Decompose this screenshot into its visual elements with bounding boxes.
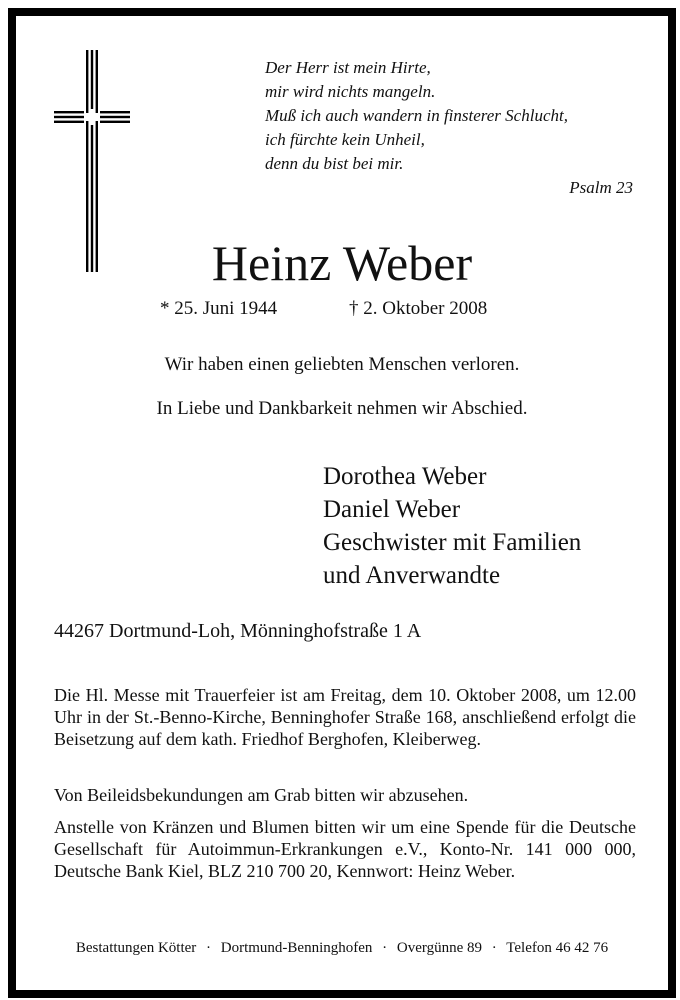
- psalm-verse: [265, 56, 568, 176]
- obituary-frame: [8, 8, 676, 998]
- psalm-line: mir wird nichts mangeln.: [265, 82, 436, 101]
- mourners-list: [323, 460, 581, 592]
- psalm-reference: Psalm 23: [569, 178, 633, 197]
- psalm-line: Der Herr ist mein Hirte,: [265, 58, 431, 77]
- family-address: 44267 Dortmund-Loh, Mönninghofstraße 1 A: [54, 620, 422, 642]
- psalm-line: denn du bist bei mir.: [265, 154, 404, 173]
- funeral-home-city: Dortmund-Benninghofen: [220, 940, 373, 956]
- deceased-name: Heinz Weber: [211, 235, 473, 291]
- funeral-home-street: Overgünne 89: [396, 940, 483, 956]
- psalm-line: ich fürchte kein Unheil,: [265, 130, 425, 149]
- statement-loss: Wir haben einen geliebten Menschen verloren.: [164, 354, 520, 375]
- statement-farewell: In Liebe und Dankbarkeit nehmen wir Abschied.: [156, 398, 528, 419]
- death-date: † 2. Oktober 2008: [349, 298, 488, 319]
- birth-date: * 25. Juni 1944: [160, 298, 278, 319]
- funeral-home-footer: [16, 940, 668, 957]
- mourner-name: und Anverwandte: [323, 562, 501, 589]
- service-details: Die Hl. Messe mit Trauerfeier ist am Freitag, dem 10. Oktober 2008, um 12.00 Uhr in der St.-Benno-Kirche, Benninghofer Straße 168, anschließend erfolgt die Beisetzung auf dem kath. Friedhof Berghofen, Kleiberweg.: [54, 685, 636, 749]
- mourner-name: Geschwister mit Familien: [323, 529, 582, 556]
- footer-separator: ·: [206, 940, 212, 956]
- mourner-name: Daniel Weber: [323, 496, 461, 523]
- psalm-line: Muß ich auch wandern in finsterer Schlucht,: [265, 106, 568, 125]
- footer-separator: ·: [491, 940, 497, 956]
- footer-separator: ·: [382, 940, 388, 956]
- donation-request: Anstelle von Kränzen und Blumen bitten wir um eine Spende für die Deutsche Gesellschaft für Autoimmun-Erkrankungen e.V., Konto-Nr. 141 000 000, Deutsche Bank Kiel, BLZ 210 700 20, Kennwort: Heinz Weber.: [54, 817, 636, 881]
- funeral-home-name: Bestattungen Kötter: [75, 940, 197, 956]
- mourner-name: Dorothea Weber: [323, 463, 487, 490]
- condolence-note: Von Beileidsbekundungen am Grab bitten wir abzusehen.: [54, 785, 469, 805]
- funeral-home-phone: Telefon 46 42 76: [506, 940, 609, 956]
